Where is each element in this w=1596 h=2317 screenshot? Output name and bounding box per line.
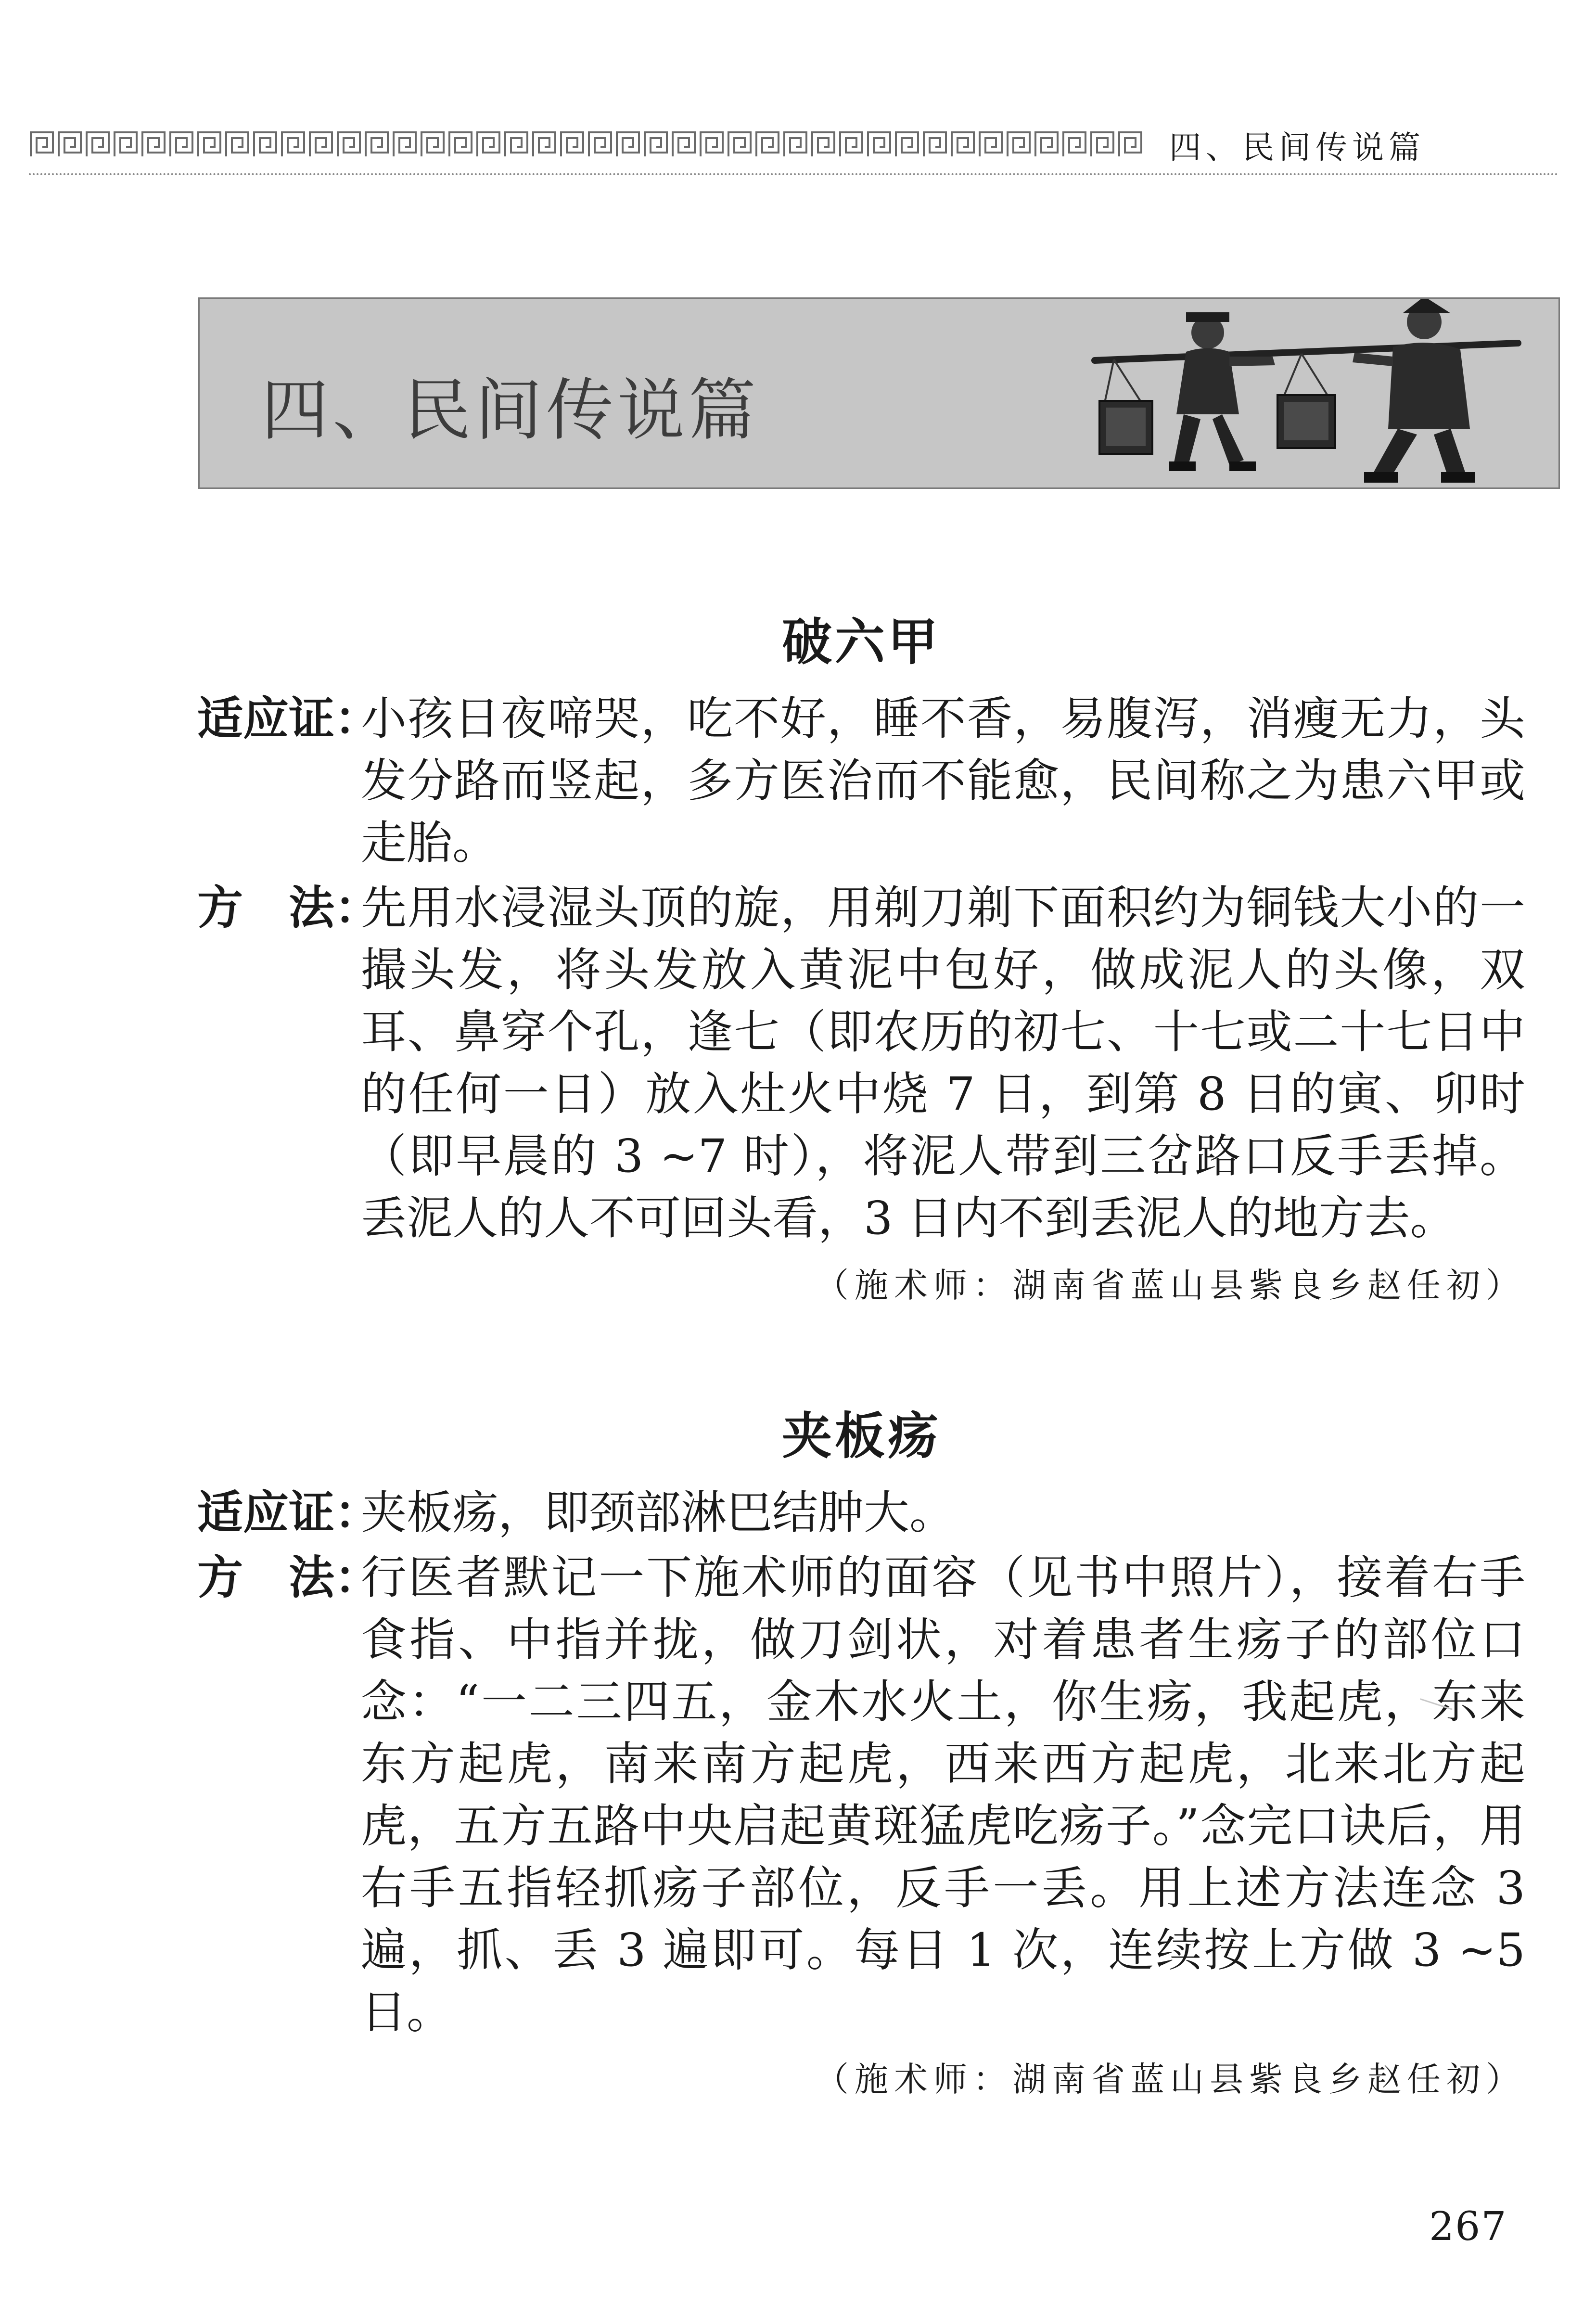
entry-indication bbox=[197, 688, 1525, 874]
entry-method bbox=[197, 877, 1525, 1250]
section-title: 破六甲 bbox=[781, 612, 941, 671]
entry-indication bbox=[197, 1482, 1525, 1544]
entry-label: 适应证： bbox=[197, 692, 381, 745]
running-header bbox=[29, 113, 1559, 185]
page-number: 267 bbox=[1429, 2204, 1507, 2250]
practitioner-attribution: （施术师：湖南省蓝山县紫良乡赵任初） bbox=[815, 2060, 1525, 2099]
section-title: 夹板疡 bbox=[781, 1406, 941, 1465]
chapter-title: 四、民间传说篇 bbox=[261, 371, 760, 450]
header-divider bbox=[29, 173, 1559, 175]
practitioner-attribution: （施术师：湖南省蓝山县紫良乡赵任初） bbox=[815, 1266, 1525, 1305]
entry-text: 行医者默记一下施术师的面容（见书中照片），接着右手食指、中指并拢，做刀剑状，对着患者生疡子的部位口念：“一二三四五，金木水火土，你生疡，我起虎，东来东方起虎，南来南方起虎，西来西方起虎，北来北方起虎，五方五路中央启起黄斑猛虎吃疡子。”念完口诀后，用右手五指轻抓疡子部位，反手一丢。用上述方法连念 3 遍，抓、丢 3 遍即可。每日 1 次，连续按上方做 3 ~5 日。 bbox=[361, 1551, 1525, 2039]
entry-label: 方 法： bbox=[197, 882, 381, 934]
meander-border-ornament bbox=[29, 128, 1145, 161]
section-jia-ban-yang bbox=[197, 1395, 1525, 2101]
porters-illustration bbox=[1085, 299, 1561, 490]
entry-text: 夹板疡，即颈部淋巴结肿大。 bbox=[361, 1486, 956, 1539]
section-po-liu-jia bbox=[197, 602, 1525, 1307]
entry-label: 适应证： bbox=[197, 1486, 381, 1539]
entry-text: 小孩日夜啼哭，吃不好，睡不香，易腹泻，消瘦无力，头发分路而竖起，多方医治而不能愈，民间称之为患六甲或走胎。 bbox=[361, 692, 1525, 870]
entry-label: 方 法： bbox=[197, 1551, 381, 1604]
chapter-banner bbox=[198, 297, 1560, 489]
running-header-title: 四、民间传说篇 bbox=[1169, 129, 1425, 166]
entry-text: 先用水浸湿头顶的旋，用剃刀剃下面积约为铜钱大小的一撮头发，将头发放入黄泥中包好，做成泥人的头像，双耳、鼻穿个孔，逢七（即农历的初七、十七或二十七日中的任何一日）放入灶火中烧 7 日，到第 8 日的寅、卯时（即早晨的 3 ~7 时），将泥人带到三岔路口反手丢掉。丢泥人的人不可回头看，3 日内不到丢泥人的地方去。 bbox=[361, 882, 1525, 1245]
entry-method bbox=[197, 1547, 1525, 2044]
